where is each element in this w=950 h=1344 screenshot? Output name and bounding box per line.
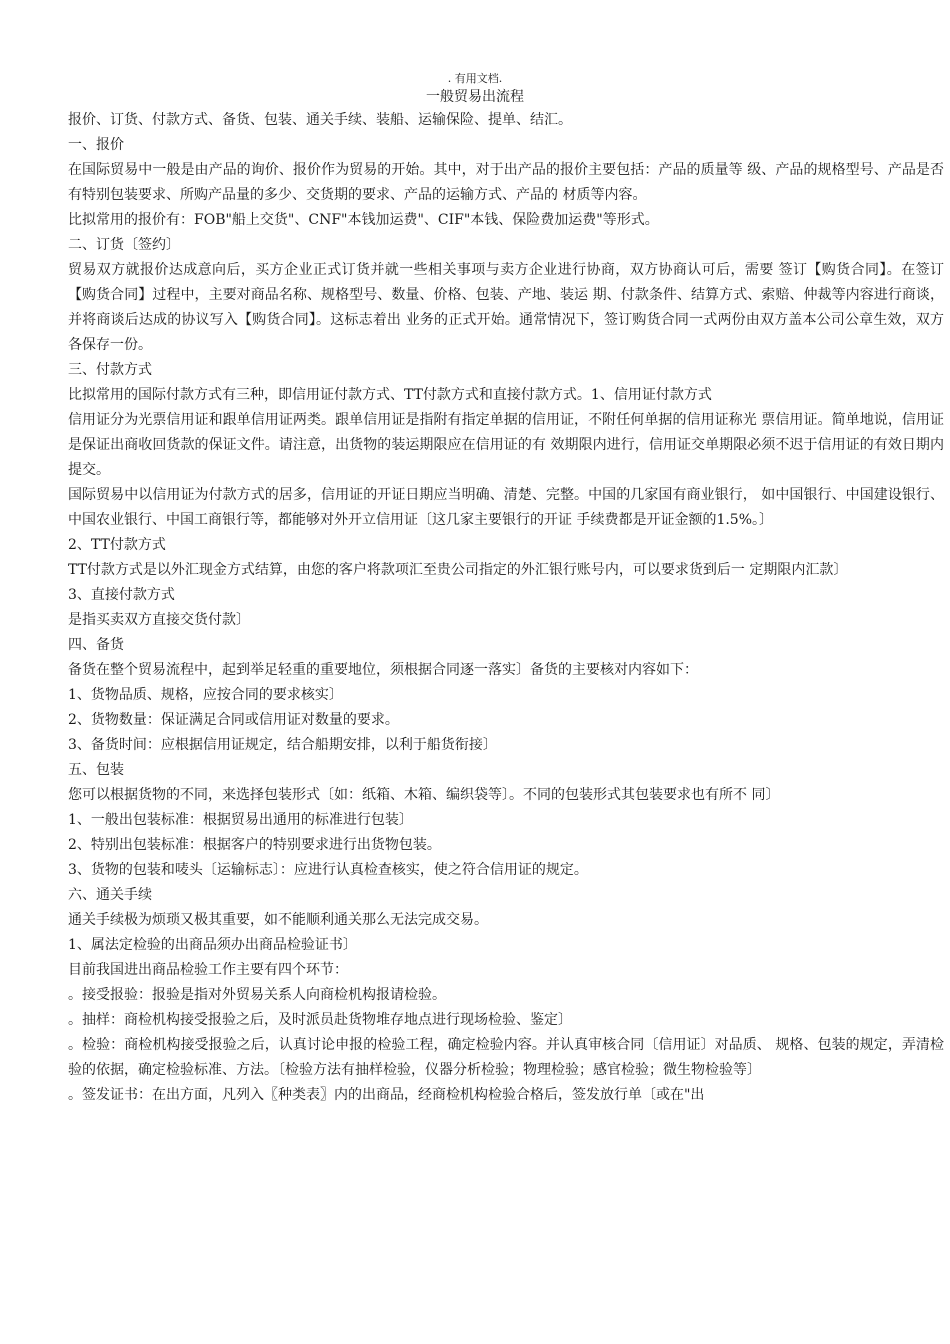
paragraph: 在国际贸易中一般是由产品的询价、报价作为贸易的开始。其中，对于出产品的报价主要包括：产品的质量等 级、产品的规格型号、产品是否有特别包装要求、所购产品量的多少、交货期的要求、产品的运输方式、产品的 材质等内容。 (68, 162, 944, 203)
paragraph: 。抽样：商检机构接受报验之后，及时派员赴货物堆存地点进行现场检验、鉴定〕 (68, 1012, 572, 1028)
header-note: . 有用文档. (447, 72, 503, 85)
paragraph: 2、TT付款方式 (68, 537, 166, 553)
paragraph: 3、直接付款方式 (68, 587, 175, 603)
paragraph: 四、备货 (68, 637, 124, 653)
paragraph: 3、货物的包装和唛头〔运输标志〕：应进行认真检查核实，使之符合信用证的规定。 (68, 862, 588, 878)
paragraph: 2、货物数量：保证满足合同或信用证对数量的要求。 (68, 712, 399, 728)
paragraph: 2、特别出包装标准：根据客户的特别要求进行出货物包装。 (68, 837, 441, 853)
paragraph: 。接受报验：报验是指对外贸易关系人向商检机构报请检验。 (68, 987, 446, 1003)
paragraph: 六、通关手续 (68, 887, 152, 903)
paragraph: 。检验：商检机构接受报验之后，认真讨论申报的检验工程，确定检验内容。并认真审核合同〔信用证〕对品质、 规格、包装的规定，弄清检验的依据，确定检验标准、方法。〔检验方法有抽样检验，仪器分析检验；物理检验；感官检验；微生物检验等〕 (68, 1037, 944, 1078)
paragraph: 目前我国进出商品检验工作主要有四个环节： (68, 962, 348, 978)
paragraph: 三、付款方式 (68, 362, 152, 378)
document-body (68, 108, 944, 1108)
paragraph: 备货在整个贸易流程中，起到举足轻重的重要地位，须根据合同逐一落实〕备货的主要核对内容如下： (68, 662, 698, 678)
paragraph: 比拟常用的报价有：FOB"船上交货"、CNF"本钱加运费"、CIF"本钱、保险费加运费"等形式。 (68, 212, 659, 228)
paragraph: 五、包装 (68, 762, 124, 778)
paragraph: 比拟常用的国际付款方式有三种，即信用证付款方式、TT付款方式和直接付款方式。1、信用证付款方式 (68, 387, 712, 403)
paragraph: 贸易双方就报价达成意向后，买方企业正式订货并就一些相关事项与卖方企业进行协商，双方协商认可后，需要 签订【购货合同】。在签订【购货合同】过程中，主要对商品名称、规格型号、数量、价格、包装、产地、装运 期、付款条件、结算方式、索赔、仲裁等内容进行商谈，并将商谈后达成的协议写入【购货合同】。这标志着出 业务的正式开始。通常情况下，签订购货合同一式两份由双方盖本公司公章生效，双方各保存一份。 (68, 262, 944, 353)
paragraph: 二、订货〔签约〕 (68, 237, 180, 253)
paragraph: 。签发证书：在出方面，凡列入〖种类表〗内的出商品，经商检机构检验合格后，签发放行单〔或在"出 (68, 1087, 705, 1103)
paragraph: 是指买卖双方直接交货付款〕 (68, 612, 250, 628)
paragraph: 1、属法定检验的出商品须办出商品检验证书〕 (68, 937, 357, 953)
paragraph: 报价、订货、付款方式、备货、包装、通关手续、装船、运输保险、提单、结汇。 (68, 112, 572, 128)
paragraph: 1、一般出包装标准：根据贸易出通用的标准进行包装〕 (68, 812, 413, 828)
paragraph: 您可以根据货物的不同，来选择包装形式〔如：纸箱、木箱、编织袋等〕。不同的包装形式其包装要求也有所不 同〕 (68, 787, 780, 803)
paragraph: 3、备货时间：应根据信用证规定，结合船期安排，以利于船货衔接〕 (68, 737, 497, 753)
paragraph: 通关手续极为烦琐又极其重要，如不能顺利通关那么无法完成交易。 (68, 912, 488, 928)
paragraph: 一、报价 (68, 137, 124, 153)
paragraph: TT付款方式是以外汇现金方式结算，由您的客户将款项汇至贵公司指定的外汇银行账号内，可以要求货到后一 定期限内汇款〕 (68, 562, 848, 578)
paragraph: 1、货物品质、规格，应按合同的要求核实〕 (68, 687, 343, 703)
paragraph: 国际贸易中以信用证为付款方式的居多，信用证的开证日期应当明确、清楚、完整。中国的几家国有商业银行， 如中国银行、中国建设银行、中国农业银行、中国工商银行等，都能够对外开立信用证〔这几家主要银行的开证 手续费都是开证金额的1.5%。〕 (68, 487, 944, 528)
document-title: 一般贸易出流程 (426, 89, 524, 105)
paragraph: 信用证分为光票信用证和跟单信用证两类。跟单信用证是指附有指定单据的信用证，不附任何单据的信用证称光 票信用证。简单地说，信用证是保证出商收回货款的保证文件。请注意，出货物的装运期限应在信用证的有 效期限内进行，信用证交单期限必须不迟于信用证的有效日期内提交。 (68, 412, 944, 478)
